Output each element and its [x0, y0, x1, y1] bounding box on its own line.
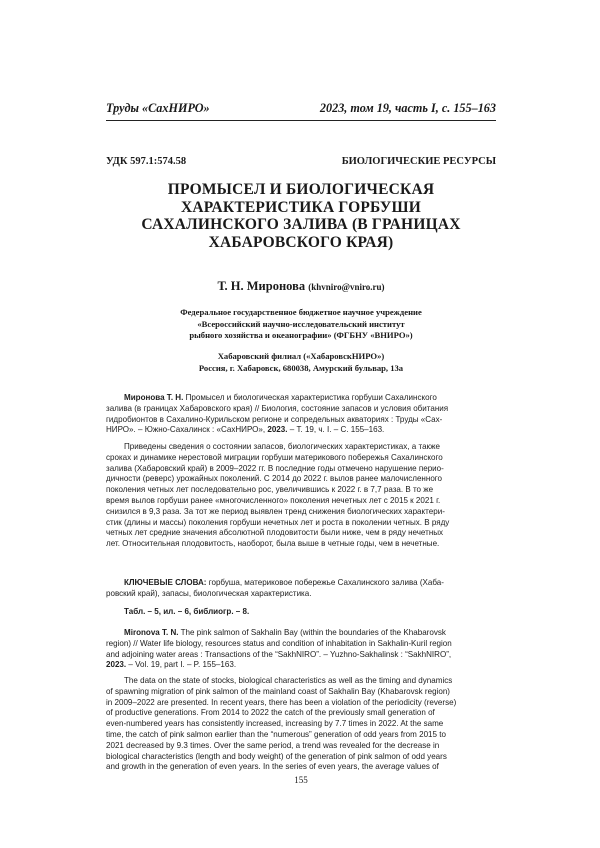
reference-text: Промысел и биологическая характеристика горбуши Сахалинского: [183, 393, 437, 402]
reference-author: Миронова Т. Н.: [124, 393, 184, 402]
abstract-line: The data on the state of stocks, biological characteristics as well as the timing and dynamics: [124, 676, 453, 685]
abstract-line: залива (Хабаровский край) в 2009–2022 гг. В последние годы отмечено нарушение перио-: [106, 463, 444, 473]
abstract-line: of spawning migration of pink salmon of the mainland coast of Sakhalin Bay (Khabarovsk region): [106, 686, 450, 696]
reference-line: [106, 660, 496, 671]
author-name: Т. Н. Миронова: [217, 279, 306, 293]
reference-line: залива (в границах Хабаровского края) // Биология, состояние запасов и условия обитания: [106, 403, 449, 413]
reference-line: and adjoining water areas : Transactions of the “SakhNIRO”. – Yuzhno-Sakhalinsk : “SakhNIRO”,: [106, 649, 452, 659]
reference-line: [106, 393, 496, 404]
abstract-line: время вылов горбуши ранее «многочисленного» поколения нечетных лет с 2015 к 2021 г.: [106, 495, 441, 505]
udk-code: УДК 597.1:574.58: [106, 156, 187, 167]
tables-count-text: Табл. – 5, ил. – 6, библиогр. – 8.: [124, 607, 250, 616]
abstract-line: поколения четных лет последовательно рос, увеличившись к 2022 г. в 7,7 раза. В то же: [106, 485, 434, 495]
reference-text: – Т. 19, ч. I. – С. 155–163.: [287, 425, 385, 435]
affiliation-line: Федеральное государственное бюджетное научное учреждение: [180, 307, 422, 317]
reference-text: The pink salmon of Sakhalin Bay (within the boundaries of the Khabarovsk: [178, 628, 446, 637]
english-abstract: [106, 676, 496, 773]
author-email: (khvniro@vniro.ru): [308, 282, 385, 292]
title-line: ПРОМЫСЕЛ И БИОЛОГИЧЕСКАЯ: [167, 181, 435, 198]
journal-citation: 2023, том 19, часть I, с. 155–163: [319, 101, 496, 115]
russian-keywords: [106, 578, 496, 600]
abstract-line: Приведены сведения о состоянии запасов, биологических характеристиках, а также: [124, 442, 440, 451]
abstract-line: of productive generations. From 2014 to 2022 the catch of the previously small generation of: [106, 708, 435, 718]
author-line: [106, 279, 496, 294]
abstract-line: biological characteristics (length and body weight) of the generation of pink salmon of odd years: [106, 751, 447, 761]
reference-author: Mironova T. N.: [124, 628, 179, 637]
abstract-line: стик (длины и массы) поколения горбуши нечетных лет и роста в поколении четных. В ряду: [106, 517, 450, 527]
keywords-text: горбуша, материковое побережье Сахалинского залива (Хаба-: [206, 578, 444, 587]
abstract-line: лет. Относительная плодовитость, наоборот, была выше в четные годы, чем в нечетные.: [106, 539, 440, 549]
abstract-line: снизился в 9,3 раза. За тот же период выявлен тренд снижения биологических характери-: [106, 506, 445, 516]
affiliation-line: «Всероссийский научно-исследовательский институт: [197, 318, 405, 329]
branch-line: Хабаровский филиал («ХабаровскНИРО»): [217, 351, 385, 361]
section-heading: БИОЛОГИЧЕСКИЕ РЕСУРСЫ: [341, 156, 496, 167]
abstract-line: and growth in the generation of even years. In the series of even years, the average values of: [106, 762, 439, 772]
abstract-line: even-numbered years has consistently increased, increasing by 7.7 times in 2022. At the same: [106, 719, 444, 729]
keywords-line: [106, 578, 496, 589]
title-line: ХАРАКТЕРИСТИКА ГОРБУШИ: [181, 198, 421, 216]
abstract-line: четных лет средние значения абсолютной плодовитости были ниже, чем в ряду нечетных: [106, 528, 444, 538]
affiliation-line: рыбного хозяйства и океанографии» (ФГБНУ «ВНИРО»): [189, 330, 413, 340]
abstract-line: сроках и динамике нерестовой миграции горбуши материкового побережья Сахалинского: [106, 452, 443, 462]
keywords-label: КЛЮЧЕВЫЕ СЛОВА:: [124, 578, 207, 587]
english-reference: [106, 628, 496, 671]
title-line: САХАЛИНСКОГО ЗАЛИВА (В ГРАНИЦАХ: [141, 216, 461, 233]
title-line: ХАБАРОВСКОГО КРАЯ): [208, 233, 394, 251]
reference-text: – Vol. 19, part I. – P. 155–163.: [126, 660, 237, 670]
reference-line: гидробионтов в Сахалино-Курильском регионе и сопредельных акваториях : Труды «Сах-: [106, 414, 443, 424]
reference-text: НИРО». – Южно-Сахалинск : «СахНИРО»,: [106, 425, 268, 435]
russian-abstract: [106, 442, 496, 550]
journal-name: Труды «СахНИРО»: [106, 101, 210, 115]
running-head: [106, 101, 496, 116]
abstract-line: 2021 decreased by 9.3 times. Over the same period, a trend was revealed for the decrease in: [106, 740, 440, 750]
reference-line: [106, 425, 496, 436]
article-title: [106, 181, 496, 251]
classification-row: [106, 156, 496, 167]
reference-line: [106, 628, 496, 639]
russian-reference: [106, 393, 496, 436]
reference-year: 2023.: [106, 660, 127, 670]
branch-address: [106, 351, 496, 374]
header-rule: [106, 120, 496, 121]
abstract-line: дичности (реверс) урожайных поколений. С 2014 до 2022 г. вылов ранее малочисленного: [106, 474, 443, 484]
page-number: 155: [294, 775, 308, 785]
reference-line: region) // Water life biology, resources status and condition of inhabitation in Sakhalin-Kuril region: [106, 638, 452, 648]
tables-count: [106, 607, 496, 618]
abstract-line: in 2009–2022 are presented. In recent years, there has been a violation of the periodicity (reverse): [106, 697, 457, 707]
reference-year: 2023.: [267, 425, 288, 435]
keywords-line: ровский край), запасы, биологическая характеристика.: [106, 588, 312, 598]
branch-line: Россия, г. Хабаровск, 680038, Амурский бульвар, 13а: [198, 362, 404, 373]
affiliation: [106, 307, 496, 342]
abstract-line: time, the catch of pink salmon earlier than the “numerous” generation of odd years from 2015 to: [106, 729, 446, 739]
